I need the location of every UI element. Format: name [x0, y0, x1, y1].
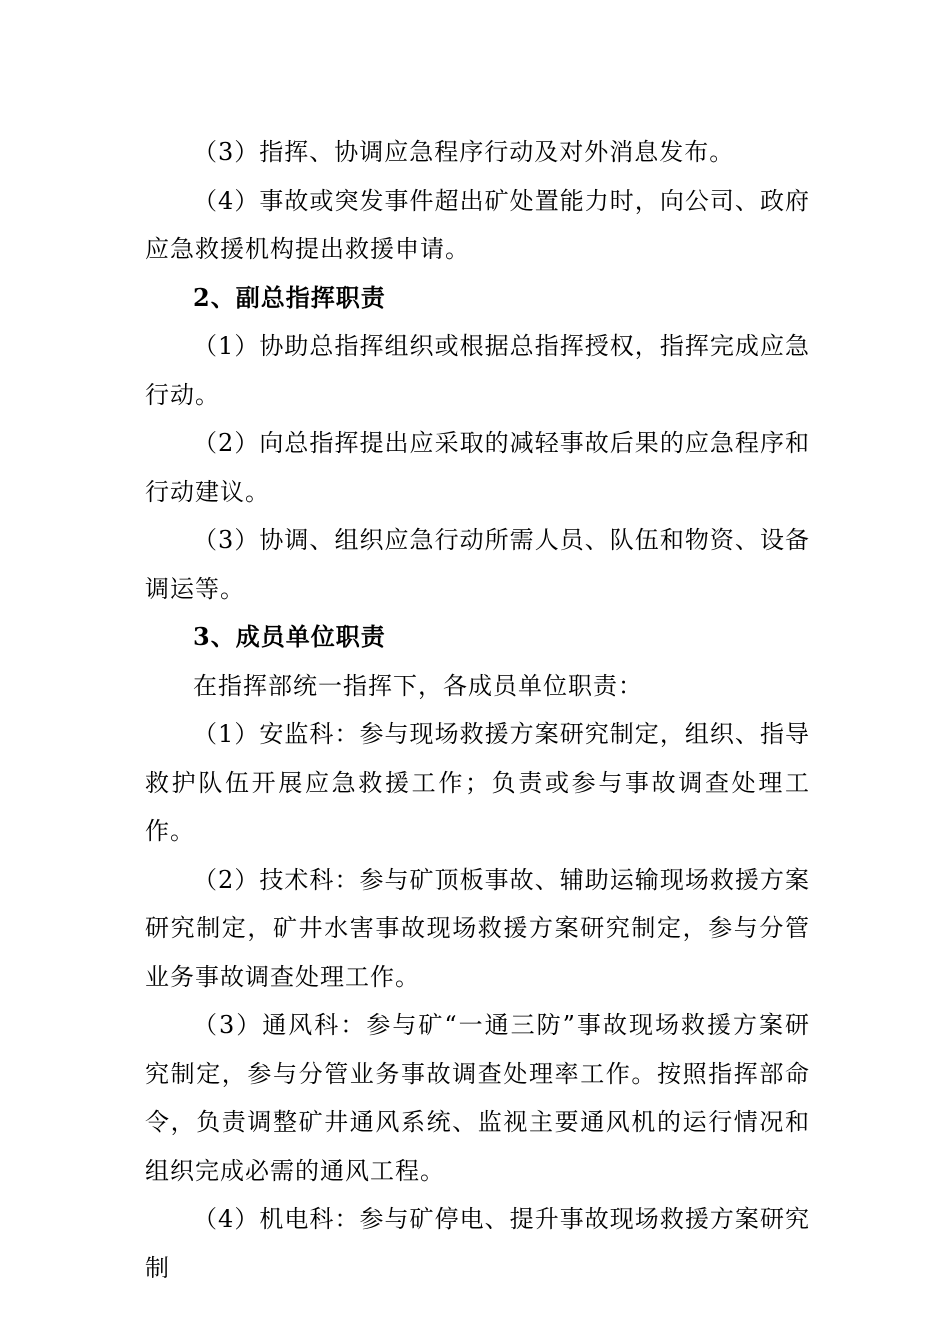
paragraph-deputy-duty-3: （3）协调、组织应急行动所需人员、队伍和物资、设备调运等。 [145, 526, 810, 603]
paragraph-deputy-duty-2: （2）向总指挥提出应采取的减轻事故后果的应急程序和行动建议。 [145, 429, 810, 506]
paragraph-deputy-duty-1: （1）协助总指挥组织或根据总指挥授权，指挥完成应急行动。 [145, 332, 810, 409]
section-heading-deputy-commander: 2、副总指挥职责 [193, 282, 386, 312]
paragraph-commander-duty-3: （3）指挥、协调应急程序行动及对外消息发布。 [193, 138, 735, 166]
paragraph-safety-dept: （1）安监科：参与现场救援方案研究制定，组织、指导救护队伍开展应急救援工作；负责或参与事故调查处理工作。 [145, 720, 810, 845]
paragraph-electromechanical-dept: （4）机电科：参与矿停电、提升事故现场救援方案研究制 [145, 1205, 810, 1282]
paragraph-member-intro: 在指挥部统一指挥下，各成员单位职责： [193, 671, 643, 700]
document-body [145, 128, 810, 1292]
paragraph-technical-dept: （2）技术科：参与矿顶板事故、辅助运输现场救援方案研究制定，矿井水害事故现场救援方案研究制定，参与分管业务事故调查处理工作。 [145, 865, 810, 991]
section-heading-member-units: 3、成员单位职责 [193, 622, 386, 651]
paragraph-commander-duty-4: （4）事故或突发事件超出矿处置能力时，向公司、政府应急救援机构提出救援申请。 [145, 186, 810, 263]
paragraph-ventilation-dept: （3）通风科：参与矿“一通三防”事故现场救援方案研究制定，参与分管业务事故调查处理率工作。按照指挥部命令，负责调整矿井通风系统、监视主要通风机的运行情况和组织完成必需的通风工程。 [145, 1011, 810, 1185]
